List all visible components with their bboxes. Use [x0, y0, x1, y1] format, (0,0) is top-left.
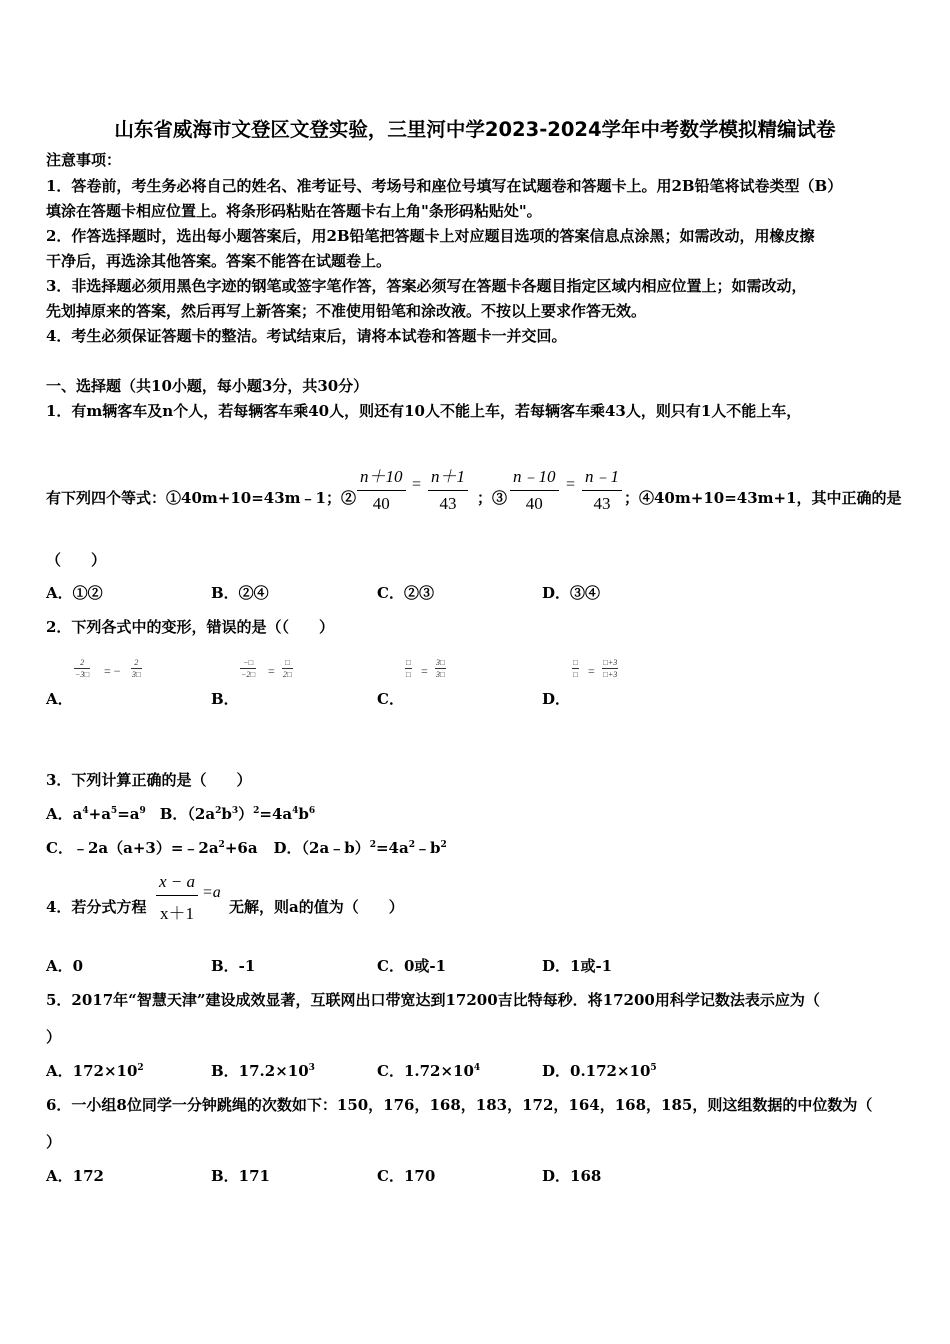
q2-c-f2-num: 3□ [436, 658, 445, 667]
q5-b-exp: 3 [308, 1063, 315, 1073]
q6-option-a: A．172 [46, 1167, 104, 1185]
q5-stem: 5．2017年“智慧天津”建设成效显著，互联网出口带宽达到17200吉比特每秒．将17200用科学记数法表示应为（ [46, 991, 820, 1009]
q2-d-eq: = [588, 664, 595, 678]
q2-b-f2-den: 2□ [283, 670, 292, 679]
q2-a-frac-2 [131, 658, 142, 679]
q2-b-f1-den: −2□ [241, 670, 256, 679]
q6-stem: 6．一小组8位同学一分钟跳绳的次数如下：150，176，168，183，172，164，168，185，则这组数据的中位数为（ [46, 1096, 873, 1114]
q1-line2-end: ；④40m+10=43m+1，其中正确的是 [624, 489, 902, 507]
q2-option-b: B． [211, 690, 239, 708]
q2-option-d: D． [542, 690, 571, 708]
notice-line-3a: 3．非选择题必须用黑色字迹的钢笔或签字笔作答，答案必须写在答题卡各题目指定区域内相应位置上；如需改动， [46, 277, 807, 295]
q3-d-exp1: 2 [369, 840, 376, 850]
q2-option-c: C． [377, 690, 404, 708]
q3-b-base: B．（2a [159, 805, 216, 823]
q5-d-exp: 5 [650, 1063, 657, 1073]
q2-d-frac-1 [572, 658, 579, 679]
q2-b-f1-num: −□ [243, 658, 254, 667]
q3-options-cd [46, 838, 447, 858]
q2-a-f2-den: 3□ [132, 670, 141, 679]
q5-option-a [46, 1061, 144, 1081]
q3-b-mid: b [221, 805, 232, 823]
q1-equals-2: = [566, 476, 576, 493]
q2-option-a: A． [46, 690, 73, 708]
q1-line2-start: 有下列四个等式：①40m+10=43m﹣1；② [46, 489, 356, 507]
q3-c-base: C．﹣2a（a+3）=﹣2a [46, 839, 219, 857]
q3-a-res: =a [117, 805, 140, 823]
q3-b-exp5: 6 [308, 806, 316, 816]
q1-option-c: C．②③ [377, 584, 434, 602]
q2-a-op: = − [104, 664, 121, 678]
document-title: 山东省威海市文登区文登实验，三里河中学2023-2024学年中考数学模拟精编试卷 [114, 118, 836, 141]
q3-a-exp2: 5 [110, 806, 118, 816]
q1-option-b: B．②④ [211, 584, 269, 602]
q4-rhs: =a [202, 884, 221, 901]
q5-a-exp: 2 [137, 1063, 144, 1073]
q1-fraction-1 [357, 462, 406, 514]
notice-line-2a: 2．作答选择题时，选出每小题答案后，用2B铅笔把答题卡上对应题目选项的答案信息点涂黑；如需改动，用橡皮擦 [46, 227, 815, 245]
q2-b-frac-2 [282, 658, 293, 679]
q6-option-d: D．168 [542, 1167, 602, 1185]
q1-option-a: A．①② [46, 584, 103, 602]
q2-a-f1-num: 2 [80, 658, 85, 667]
q5-c-exp: 4 [473, 1063, 481, 1073]
q6-option-b: B．171 [211, 1167, 270, 1185]
q2-c-f2-den: 3□ [436, 670, 445, 679]
notice-heading: 注意事项： [46, 151, 122, 169]
q4-option-a: A．0 [46, 957, 84, 975]
q4-fraction [156, 872, 198, 924]
q1-f2-den: 43 [428, 490, 468, 514]
q1-paren: （ ） [46, 551, 107, 569]
q1-sep: ；③ [477, 489, 508, 507]
q2-b-eq: = [268, 664, 275, 678]
q4-prefix: 4．若分式方程 [46, 898, 147, 916]
q3-b-mid2: b [298, 805, 309, 823]
q3-d-res: =4a [375, 839, 409, 857]
q3-b-res2: =4a [259, 805, 293, 823]
q3-a-exp1: 4 [82, 806, 89, 816]
q6-close: ） [46, 1133, 62, 1151]
q2-b-f2-num: □ [285, 658, 290, 667]
notice-line-1b: 填涂在答题卡相应位置上。将条形码粘贴在答题卡右上角"条形码粘贴处"。 [46, 202, 542, 220]
q5-b-base: B．17.2×10 [211, 1062, 309, 1080]
q2-a-frac-1 [74, 658, 90, 679]
q3-c-exp1: 2 [218, 840, 225, 850]
q1-equals-1: = [412, 476, 422, 493]
q5-option-d [542, 1061, 657, 1081]
q1-fraction-3 [510, 462, 559, 514]
q3-d-res2: ﹣b [414, 839, 441, 857]
section-heading: 一、选择题（共10小题，每小题3分，共30分） [46, 377, 369, 395]
q2-d-f2-den: □+3 [603, 670, 618, 679]
q1-f4-den: 43 [582, 490, 622, 514]
q3-a-exp3: 9 [139, 806, 146, 816]
q2-d-frac-2 [602, 658, 618, 679]
q4-f-den: x＋1 [156, 895, 198, 924]
q1-f2-num: n＋1 [431, 467, 465, 486]
q2-a-f2-num: 2 [134, 658, 139, 667]
notice-line-3b: 先划掉原来的答案，然后再写上新答案；不准使用铅笔和涂改液。不按以上要求作答无效。 [46, 302, 647, 320]
q2-c-frac-2 [435, 658, 446, 679]
q3-b-exp2: 3 [231, 806, 239, 816]
notice-line-2b: 干净后，再选涂其他答案。答案不能答在试题卷上。 [46, 252, 392, 270]
q5-c-base: C．1.72×10 [377, 1062, 474, 1080]
q1-f3-den: 40 [510, 490, 559, 514]
q3-c-res: +6a [224, 839, 258, 857]
q2-c-f1-den: □ [406, 670, 411, 679]
q1-stem: 1．有m辆客车及n个人，若每辆客车乘40人，则还有10人不能上车，若每辆客车乘43人，则只有1人不能上车， [46, 402, 802, 420]
q2-c-frac-1 [405, 658, 412, 679]
q1-f1-den: 40 [357, 490, 406, 514]
q3-a-mid: +a [88, 805, 111, 823]
q5-close: ） [46, 1028, 62, 1046]
q1-f4-num: n﹣1 [585, 467, 619, 486]
notice-line-4: 4．考生必须保证答题卡的整洁。考试结束后，请将本试卷和答题卡一并交回。 [46, 327, 567, 345]
q3-b-exp1: 2 [215, 806, 222, 816]
q2-a-f1-den: −3□ [75, 670, 90, 679]
q4-option-b: B．-1 [211, 957, 256, 975]
q1-f3-num: n﹣10 [513, 467, 556, 486]
q5-option-b [211, 1061, 315, 1081]
q2-d-f2-num: □+3 [603, 658, 618, 667]
q5-option-c [377, 1061, 480, 1081]
q1-option-d: D．③④ [542, 584, 601, 602]
q2-c-eq: = [421, 664, 428, 678]
q2-c-f1-num: □ [406, 658, 411, 667]
notice-line-1a: 1．答卷前，考生务必将自己的姓名、准考证号、考场号和座位号填写在试题卷和答题卡上。用2B铅笔将试卷类型（B） [46, 177, 843, 195]
q4-suffix: 无解，则a的值为（ ） [229, 898, 404, 916]
q3-d-exp3: 2 [440, 840, 447, 850]
q4-f-num: x − a [159, 872, 196, 891]
q3-a-base: A．a [46, 805, 83, 823]
q3-d-exp2: 2 [408, 840, 415, 850]
q2-d-f1-den: □ [573, 670, 578, 679]
q2-b-frac-1 [240, 658, 256, 679]
q3-stem: 3．下列计算正确的是（ ） [46, 771, 252, 789]
q2-d-f1-num: □ [573, 658, 578, 667]
q1-f1-num: n＋10 [360, 467, 403, 486]
q6-option-c: C．170 [377, 1167, 436, 1185]
q5-a-base: A．172×10 [46, 1062, 138, 1080]
q3-b-res: ） [238, 805, 254, 823]
q3-options-ab [46, 804, 315, 824]
q3-b-exp4: 4 [292, 806, 299, 816]
q1-fraction-4 [582, 462, 622, 514]
q3-b-exp3: 2 [253, 806, 260, 816]
q3-d-base: D．（2a﹣b） [273, 839, 370, 857]
q4-option-d: D．1或-1 [542, 957, 613, 975]
q1-fraction-2 [428, 462, 468, 514]
q2-stem: 2．下列各式中的变形，错误的是（（ ） [46, 618, 334, 636]
q5-d-base: D．0.172×10 [542, 1062, 651, 1080]
q4-option-c: C．0或-1 [377, 957, 447, 975]
